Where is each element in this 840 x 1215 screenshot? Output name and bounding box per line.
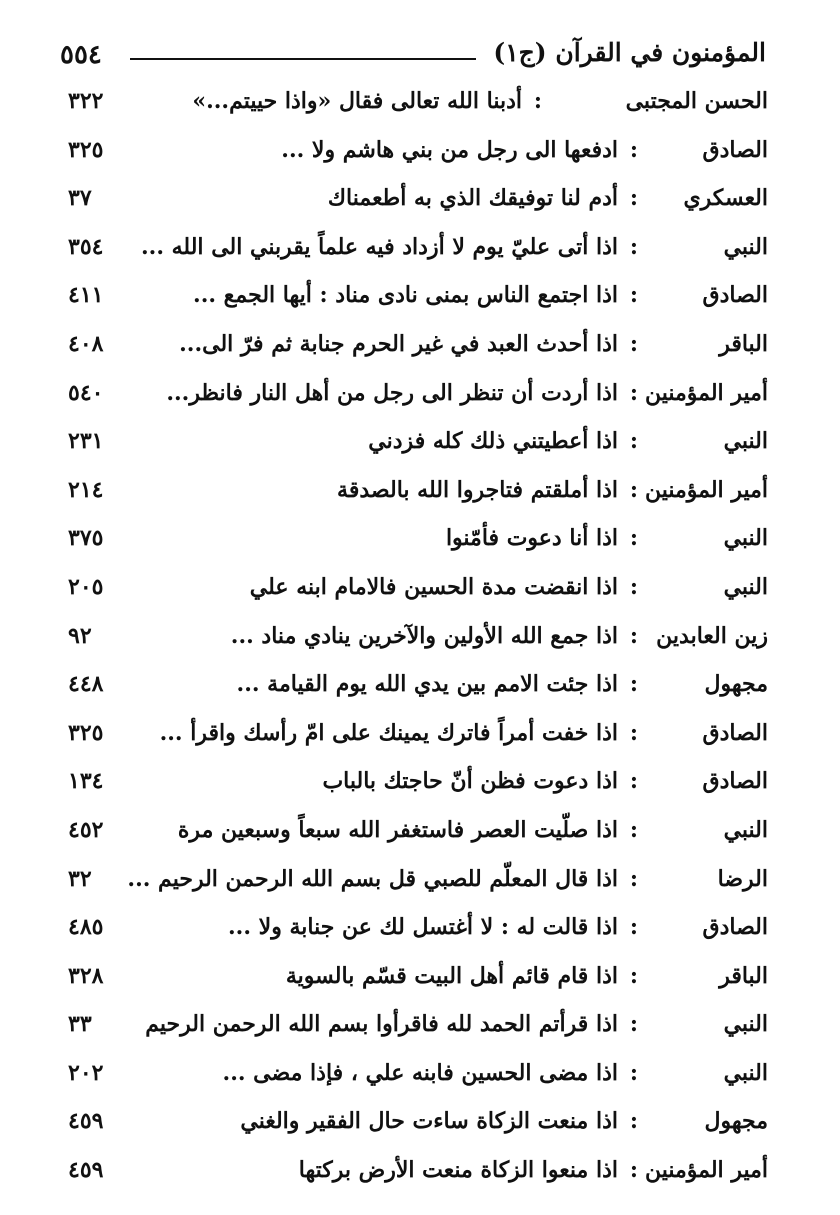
entry-hadith-text: اذا منعت الزكاة ساءت حال الفقير والغني [240, 1108, 618, 1135]
entry-hadith-text: اذا انقضت مدة الحسين فالامام ابنه علي [249, 573, 618, 600]
entry-narrator: أمير المؤمنين [644, 476, 768, 503]
index-entry [68, 276, 768, 325]
entry-hadith-text: اذا أنا دعوت فأمّنوا [445, 525, 618, 552]
index-entry [68, 228, 768, 277]
entry-narrator: الصادق [702, 914, 768, 941]
entry-hadith-text: أدبنا الله تعالى فقال «واذا حييتم...» [192, 88, 522, 114]
entry-hadith-text: اذا قام قائم أهل البيت قسّم بالسوية [285, 962, 618, 989]
index-entry [68, 82, 768, 131]
entry-separator: : [629, 1059, 638, 1086]
entry-hadith-text: اذا أملقتم فتاجروا الله بالصدقة [337, 476, 618, 503]
entry-separator: : [629, 525, 638, 552]
index-entry [68, 617, 768, 666]
entry-page-number: ٤٨٥ [68, 914, 104, 941]
index-entry [68, 1005, 768, 1054]
entry-hadith-text: اذا أردت أن تنظر الى رجل من أهل النار فانظر... [166, 379, 618, 406]
entry-narrator: النبي [723, 573, 768, 600]
index-entry [68, 179, 768, 228]
entry-hadith-text: اذا قالت له : لا أغتسل لك عن جنابة ولا ... [228, 914, 618, 941]
entry-hadith-text: اذا اجتمع الناس بمنى نادى مناد : أيها الجمع ... [193, 282, 618, 309]
entry-separator: : [629, 185, 638, 212]
entry-page-number: ٣٧ [68, 185, 92, 212]
entry-narrator: الباقر [719, 962, 768, 989]
entry-page-number: ٤٥٩ [68, 1157, 104, 1184]
entry-hadith-text: اذا قال المعلّم للصبي قل بسم الله الرحمن الرحيم ... [127, 865, 618, 892]
entry-narrator: الصادق [702, 136, 768, 163]
index-entry [68, 1054, 768, 1103]
entry-page-number: ٢٠٢ [68, 1059, 104, 1086]
entry-hadith-text: اذا قرأتم الحمد لله فاقرأوا بسم الله الرحمن الرحيم [145, 1011, 618, 1038]
entry-page-number: ٣٧٥ [68, 525, 104, 552]
entry-hadith-text: اذا جمع الله الأولين والآخرين ينادي مناد ... [230, 622, 618, 649]
entry-narrator: مجهول [704, 1108, 768, 1135]
entry-page-number: ٤٥٩ [68, 1108, 104, 1135]
entry-separator: : [629, 136, 638, 163]
entry-separator: : [629, 1011, 638, 1038]
entry-narrator: أمير المؤمنين [644, 1157, 768, 1184]
entry-separator: : [629, 719, 638, 746]
entry-page-number: ٤١١ [68, 282, 104, 309]
entry-page-number: ٣٢٢ [68, 88, 104, 114]
entry-page-number: ٤٠٨ [68, 330, 104, 357]
entry-narrator: الحسن المجتبى [625, 88, 768, 114]
entry-separator: : [629, 914, 638, 941]
entry-separator: : [629, 428, 638, 455]
index-entry [68, 519, 768, 568]
entry-separator: : [629, 573, 638, 600]
index-entry [68, 957, 768, 1006]
entry-hadith-text: اذا خفت أمراً فاترك يمينك على امّ رأسك واقرأ ... [159, 719, 618, 746]
index-entry [68, 374, 768, 423]
entry-page-number: ٩٢ [68, 622, 92, 649]
entry-narrator: النبي [723, 525, 768, 552]
page-header [60, 36, 766, 76]
entry-hadith-text: أدم لنا توفيقك الذي به أطعمناك [327, 185, 618, 212]
entry-separator: : [629, 1108, 638, 1135]
header-rule [130, 58, 476, 60]
entry-page-number: ٥٤٠ [68, 379, 104, 406]
index-entry [68, 568, 768, 617]
entry-page-number: ٣٥٤ [68, 233, 104, 260]
entry-narrator: الرضا [717, 865, 768, 892]
entry-hadith-text: اذا منعوا الزكاة منعت الأرض بركتها [298, 1157, 618, 1184]
entry-hadith-text: اذا مضى الحسين فابنه علي ، فإذا مضى ... [222, 1059, 618, 1086]
index-entry [68, 908, 768, 957]
entry-separator: : [629, 622, 638, 649]
entry-narrator: الصادق [702, 768, 768, 795]
index-entry [68, 471, 768, 520]
entry-narrator: الصادق [702, 282, 768, 309]
entry-separator: : [629, 1157, 638, 1184]
entry-narrator: النبي [723, 816, 768, 843]
entry-separator: : [533, 88, 542, 114]
entry-page-number: ٣٢٨ [68, 962, 104, 989]
entry-hadith-text: ادفعها الى رجل من بني هاشم ولا ... [281, 136, 618, 163]
entry-hadith-text: اذا أتى عليّ يوم لا أزداد فيه علماً يقربني الى الله ... [141, 233, 618, 260]
entry-narrator: النبي [723, 428, 768, 455]
entry-narrator: النبي [723, 233, 768, 260]
running-title: المؤمنون في القرآن (ج١) [493, 38, 766, 67]
index-entry [68, 325, 768, 374]
entry-narrator: النبي [723, 1059, 768, 1086]
entry-separator: : [629, 282, 638, 309]
entry-separator: : [629, 816, 638, 843]
entry-page-number: ٣٢٥ [68, 136, 104, 163]
entry-page-number: ٣٢ [68, 865, 92, 892]
entry-separator: : [629, 865, 638, 892]
entry-separator: : [629, 962, 638, 989]
entry-separator: : [629, 233, 638, 260]
index-entry [68, 762, 768, 811]
entry-hadith-text: اذا دعوت فظن أنّ حاجتك بالباب [322, 768, 618, 795]
entry-separator: : [629, 476, 638, 503]
entry-narrator: زين العابدين [656, 622, 768, 649]
entry-hadith-text: اذا صلّيت العصر فاستغفر الله سبعاً وسبعين مرة [177, 816, 618, 843]
entry-page-number: ٣٣ [68, 1011, 92, 1038]
index-entry [68, 422, 768, 471]
entry-narrator: النبي [723, 1011, 768, 1038]
entry-narrator: أمير المؤمنين [644, 379, 768, 406]
entry-separator: : [629, 379, 638, 406]
index-entry [68, 131, 768, 180]
index-entry [68, 665, 768, 714]
entry-page-number: ٤٥٢ [68, 816, 104, 843]
entry-separator: : [629, 768, 638, 795]
entry-page-number: ٣٢٥ [68, 719, 104, 746]
entry-hadith-text: اذا أعطيتني ذلك كله فزدني [368, 428, 618, 455]
entry-page-number: ٤٤٨ [68, 671, 104, 698]
entry-narrator: الباقر [719, 330, 768, 357]
index-entry [68, 860, 768, 909]
index-entry [68, 1102, 768, 1151]
entry-narrator: العسكري [683, 185, 768, 212]
entry-narrator: الصادق [702, 719, 768, 746]
index-entry [68, 1151, 768, 1200]
entry-separator: : [629, 671, 638, 698]
entry-hadith-text: اذا جئت الامم بين يدي الله يوم القيامة ... [236, 671, 618, 698]
page-number: ٥٥٤ [60, 40, 102, 70]
index-entry [68, 811, 768, 860]
entry-narrator: مجهول [704, 671, 768, 698]
entry-separator: : [629, 330, 638, 357]
entry-page-number: ٢٣١ [68, 428, 104, 455]
index-entry [68, 714, 768, 763]
index-entries [68, 82, 768, 1200]
entry-page-number: ١٣٤ [68, 768, 104, 795]
entry-page-number: ٢٠٥ [68, 573, 104, 600]
entry-hadith-text: اذا أحدث العبد في غير الحرم جنابة ثم فرّ الى... [179, 330, 618, 357]
entry-page-number: ٢١٤ [68, 476, 104, 503]
